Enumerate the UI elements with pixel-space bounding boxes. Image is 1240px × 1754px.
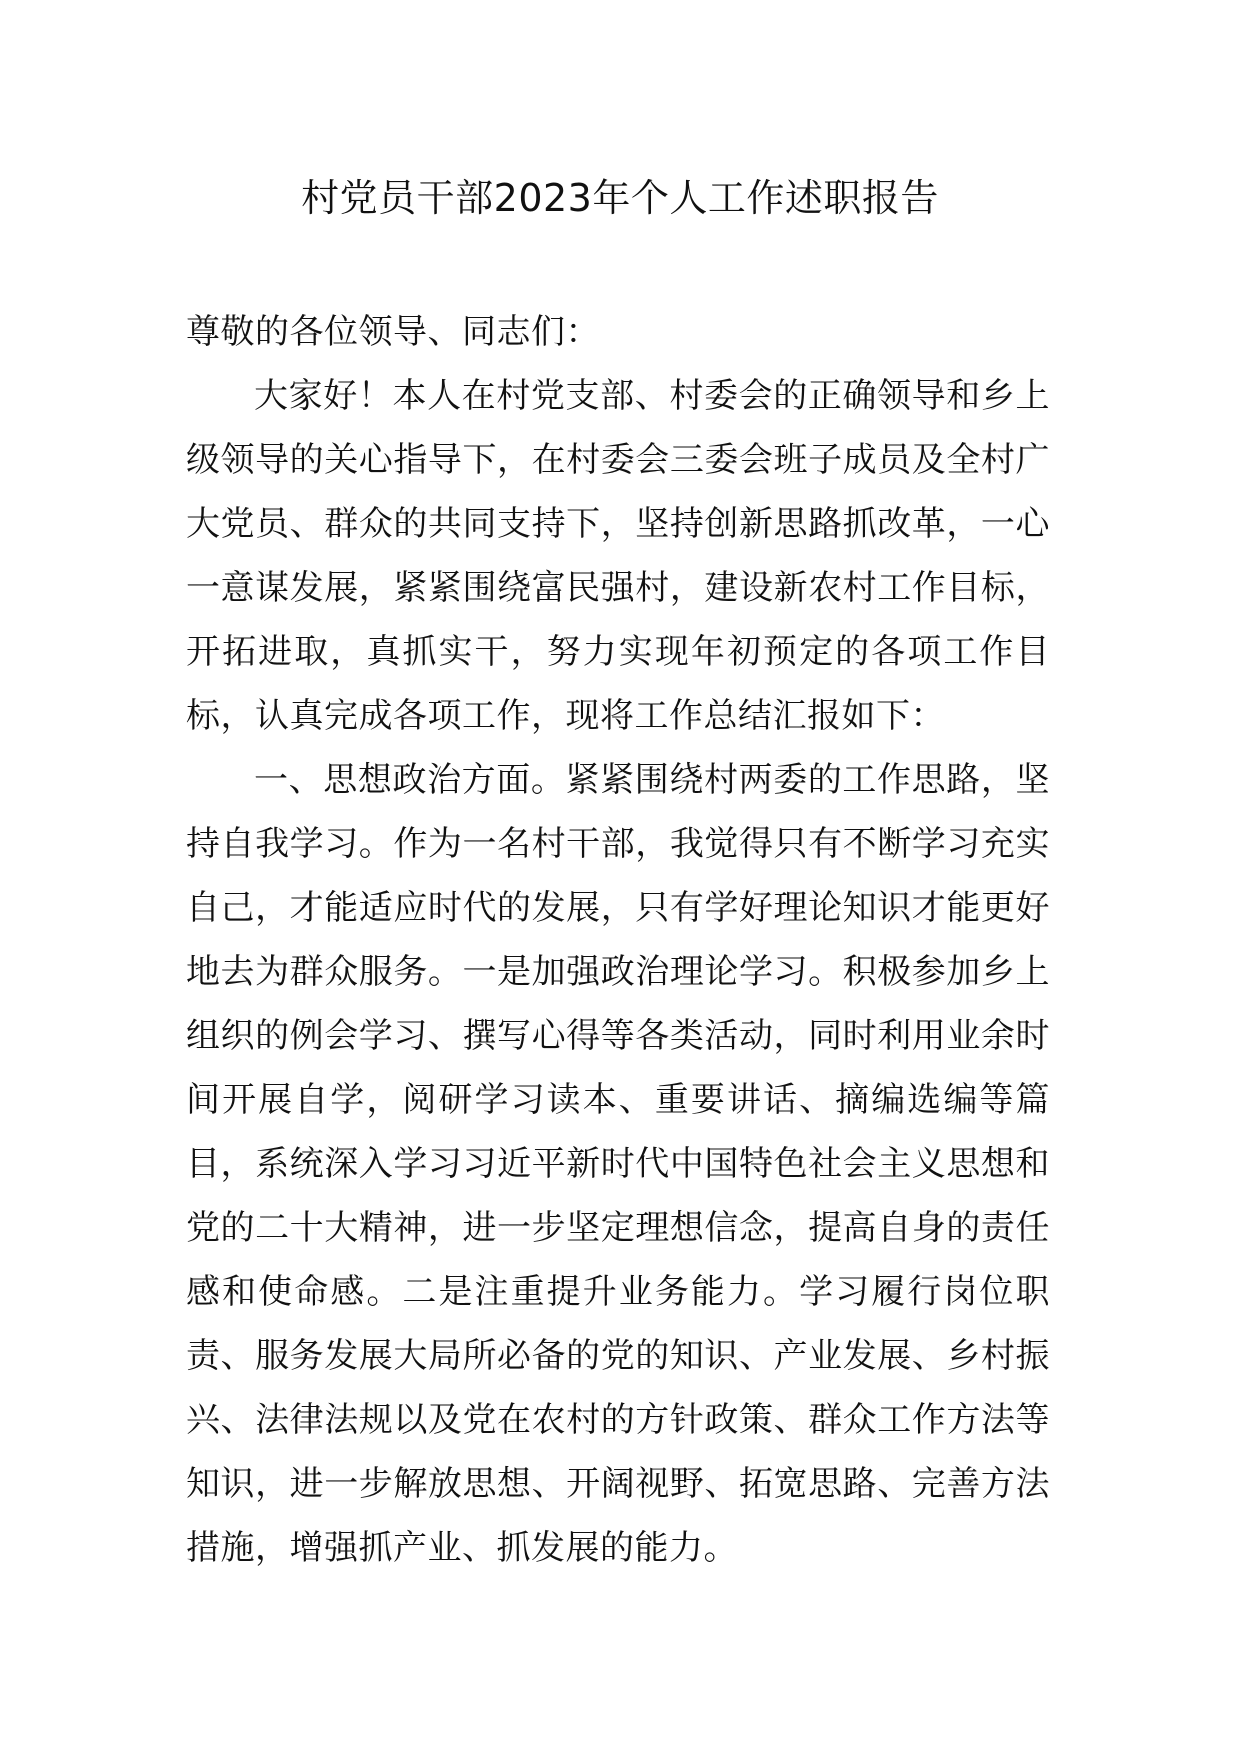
paragraph-line: 级领导的关心指导下，在村委会三委会班子成员及全村广	[186, 440, 1050, 480]
paragraph-line: 一意谋发展，紧紧围绕富民强村，建设新农村工作目标，	[186, 568, 1050, 608]
paragraph-line: 地去为群众服务。一是加强政治理论学习。积极参加乡上	[186, 952, 1050, 992]
salutation-line: 尊敬的各位领导、同志们：	[186, 312, 600, 352]
paragraph-line: 知识，进一步解放思想、开阔视野、拓宽思路、完善方法	[186, 1464, 1050, 1504]
paragraph-line: 标，认真完成各项工作，现将工作总结汇报如下：	[186, 696, 945, 736]
paragraph-line: 自己，才能适应时代的发展，只有学好理论知识才能更好	[186, 888, 1050, 928]
document-body	[186, 300, 1050, 1580]
paragraph-line: 大党员、群众的共同支持下，坚持创新思路抓改革，一心	[186, 504, 1050, 544]
paragraph-line: 间开展自学，阅研学习读本、重要讲话、摘编选编等篇	[186, 1080, 1050, 1120]
paragraph-line: 大家好！本人在村党支部、村委会的正确领导和乡上	[254, 376, 1050, 416]
document-title: 村党员干部2023年个人工作述职报告	[301, 176, 939, 220]
paragraph-line: 目，系统深入学习习近平新时代中国特色社会主义思想和	[186, 1144, 1050, 1184]
paragraph-line: 持自我学习。作为一名村干部，我觉得只有不断学习充实	[186, 824, 1050, 864]
paragraph-line: 党的二十大精神，进一步坚定理想信念，提高自身的责任	[186, 1208, 1050, 1248]
paragraph-line: 一、思想政治方面。紧紧围绕村两委的工作思路，坚	[254, 760, 1050, 800]
paragraph-line: 责、服务发展大局所必备的党的知识、产业发展、乡村振	[186, 1336, 1050, 1376]
paragraph-line: 开拓进取，真抓实干，努力实现年初预定的各项工作目	[186, 632, 1050, 672]
paragraph-line: 组织的例会学习、撰写心得等各类活动，同时利用业余时	[186, 1016, 1050, 1056]
paragraph-line: 兴、法律法规以及党在农村的方针政策、群众工作方法等	[186, 1400, 1050, 1440]
paragraph-line: 措施，增强抓产业、抓发展的能力。	[186, 1528, 738, 1568]
paragraph-line: 感和使命感。二是注重提升业务能力。学习履行岗位职	[186, 1272, 1050, 1312]
